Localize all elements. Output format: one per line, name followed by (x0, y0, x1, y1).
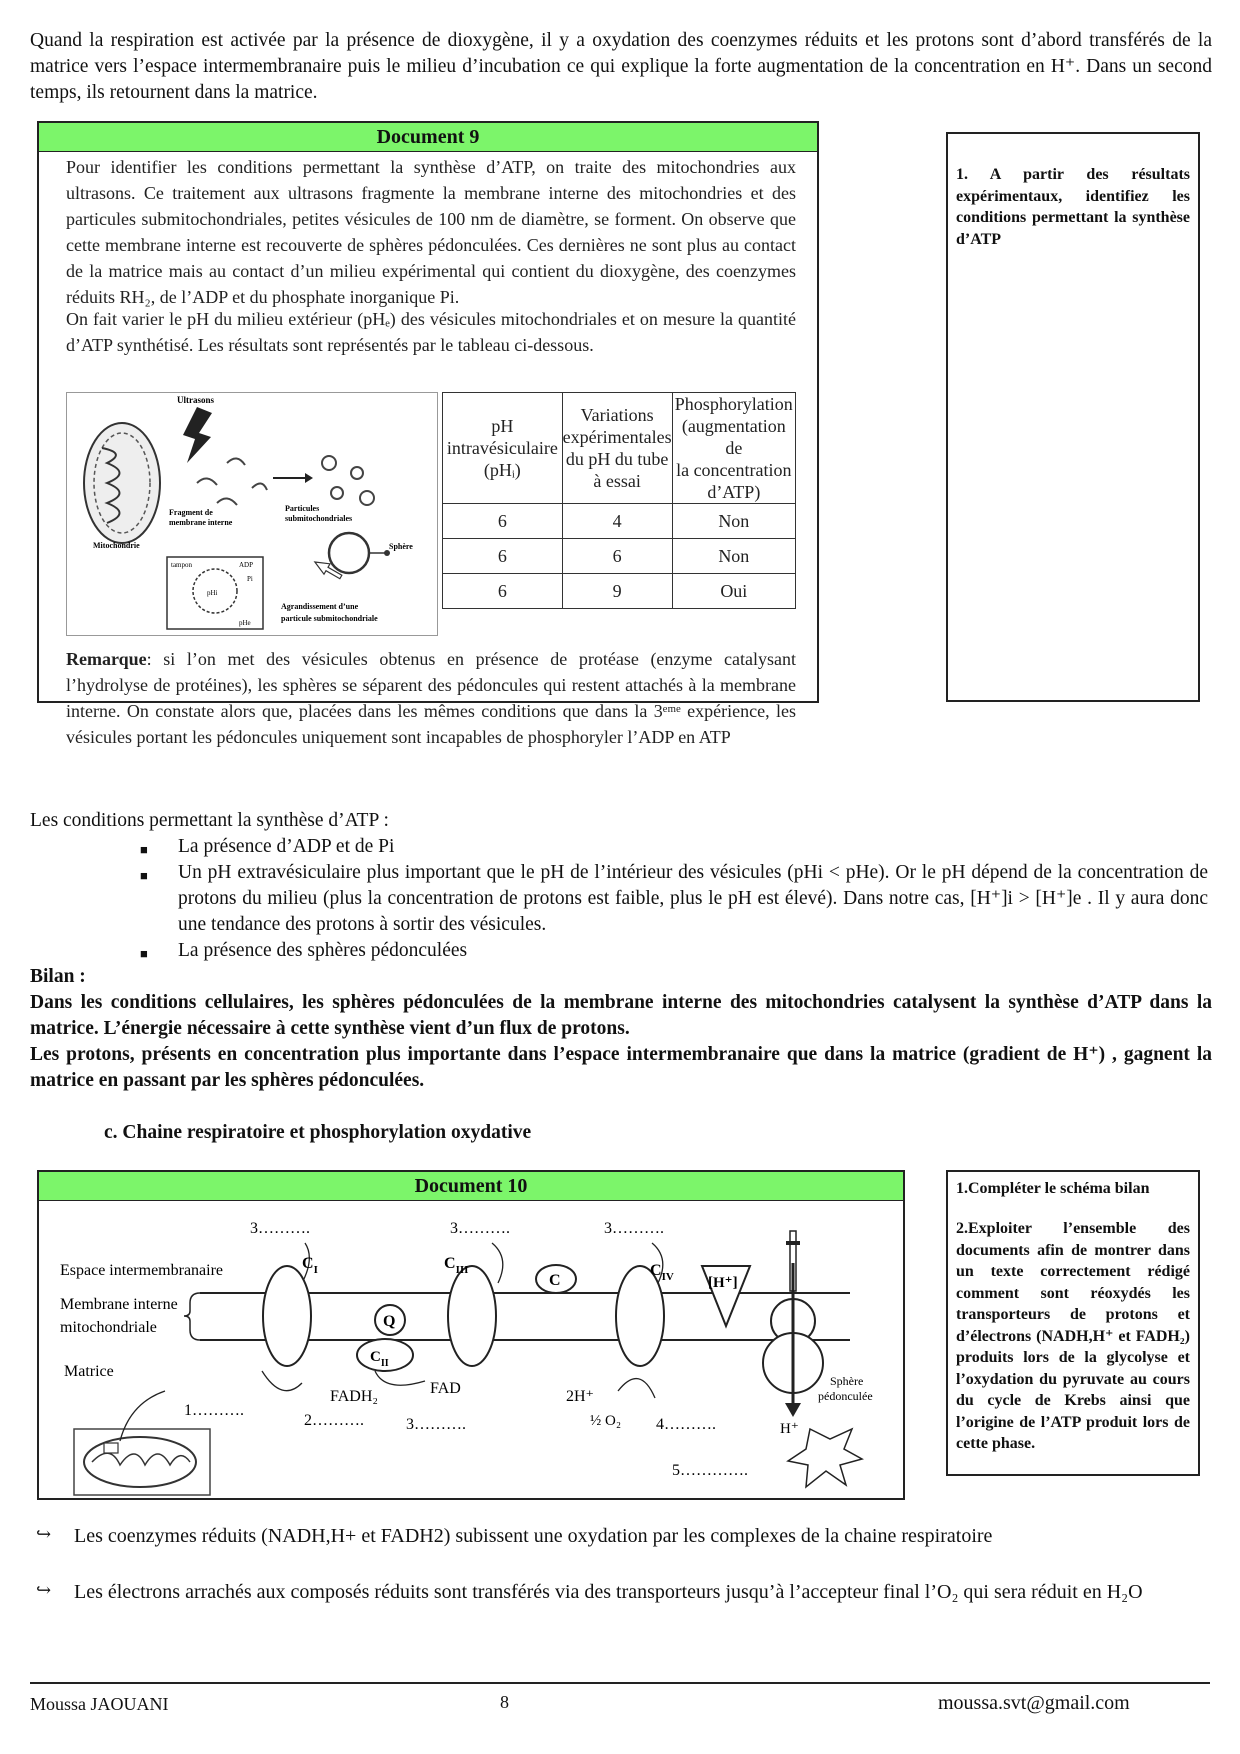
membrane-label: Membrane interne (60, 1296, 178, 1313)
particules-label: Particules (285, 504, 320, 513)
complex-iv (616, 1266, 664, 1366)
blank-1: 1………. (184, 1402, 244, 1419)
results-table (442, 392, 796, 609)
matrice-label: Matrice (64, 1363, 114, 1380)
doc9-paragraph-2: On fait varier le pH du milieu extérieur (pHₑ) des vésicules mitochondriales et on mesure la quantité d’ATP synthétisé. Les résultats sont représentés par le tableau ci-dessous. (66, 309, 796, 355)
table-header-row (443, 393, 796, 504)
svg-text:tampon: tampon (171, 561, 192, 569)
complex-ii-label: $C_{II}$ (370, 1349, 389, 1369)
header-phosphorylation: Phosphorylation (augmentation de la concentration d’ATP) (672, 393, 795, 504)
svg-text:ADP: ADP (239, 561, 254, 569)
arrow-item-2: Les électrons arrachés aux composés réduits sont transférés via des transporteurs jusqu’à l’accepteur final l’O₂ qui sera réduit en H₂O (74, 1581, 1143, 1603)
fragment-label: Fragment de (169, 508, 213, 517)
arrow-icon: ↪ (36, 1524, 52, 1544)
svg-text:pHi: pHi (207, 589, 218, 597)
atp-burst-icon (788, 1429, 862, 1487)
complex-i-label: $C_I$ (302, 1255, 318, 1276)
bullet-icon: ■ (140, 842, 148, 857)
svg-text:particule submitochondriale: particule submitochondriale (281, 614, 378, 623)
halfo2-label: ½ O₂ (590, 1413, 622, 1429)
proton-box-label: [H⁺] (708, 1275, 738, 1291)
bilan-paragraph-2: Les protons, présents en concentration plus importante dans l’espace intermembranaire que dans la matrice (gradient de H⁺) , gagnent la matrice en passant par les sphères pédonculées. (30, 1044, 1212, 1091)
doc9-remark: Remarque: si l’on met des vésicules obtenus en présence de protéase (enzyme catalysant l’hydrolyse de protéines), les sphères se séparent des pédoncules qui restent attachés à la membrane interne. On constate alors que, placées dans les mêmes conditions que dans la 3ᵉᵐᵉ expérience, les vésicules portant les pédoncules uniquement sont incapables de phosphoryler l’ADP en ATP (66, 649, 796, 747)
blank-3c: 3………. (604, 1220, 664, 1237)
blank-3b: 3………. (450, 1220, 510, 1237)
blank-3a: 3………. (250, 1220, 310, 1237)
blank-4: 4………. (656, 1416, 716, 1433)
complex-iii (448, 1266, 496, 1366)
bullet-icon: ■ (140, 868, 148, 883)
question-9-text: 1. A partir des résultats expérimentaux, identifiez les conditions permettant la synthèse d’ATP (956, 166, 1190, 248)
zoom-square-icon (104, 1443, 118, 1453)
svg-text:Pi: Pi (247, 575, 253, 583)
respiratory-chain-diagram (40, 1203, 902, 1498)
header-phi: pH intravésiculaire (pHᵢ) (443, 393, 563, 504)
svg-text:pHe: pHe (239, 619, 251, 627)
espace-label: Espace intermembranaire (60, 1262, 224, 1279)
twoh-label: 2H⁺ (566, 1388, 594, 1405)
conditions-intro: Les conditions permettant la synthèse d’ATP : (30, 810, 389, 831)
doc9-paragraph-1: Pour identifier les conditions permettant la synthèse d’ATP, on traite des mitochondries aux ultrasons. Ce traitement aux ultrasons fragmente la membrane interne des mitochondries et des particules submitochondriales, petites vésicules de 100 nm de diamètre, se forment. On observe que cette membrane interne est recouverte de sphères pédonculées. Ces dernières ne sont plus au contact de la matrice mais au contact d’un milieu expérimental qui contient du dioxygène, des coenzymes réduits RH₂, de l’ADP et du phosphate inorganique Pi. (66, 157, 796, 307)
document-9-title: Document 9 (38, 122, 818, 152)
ultrasons-label: Ultrasons (177, 395, 215, 405)
remark-label: Remarque (66, 649, 147, 669)
header-variations: Variations expérimentales du pH du tube à essai (562, 393, 672, 504)
footer-divider (30, 1682, 1210, 1684)
bilan-paragraph-1: Dans les conditions cellulaires, les sphères pédonculées de la membrane interne des mitochondries catalysent la synthèse d’ATP dans la matrice. L’énergie nécessaire à cette synthèse vient d’un flux de protons. (30, 992, 1212, 1039)
sphere-label-doc10: Sphère (830, 1374, 864, 1388)
condition-item-1: La présence d’ADP et de Pi (178, 836, 395, 857)
svg-text:membrane interne: membrane interne (169, 518, 233, 527)
fadh2-label: FADH₂ (330, 1388, 378, 1405)
svg-text:mitochondriale: mitochondriale (60, 1319, 157, 1336)
enlargement-label: Agrandissement d’une (281, 602, 359, 611)
footer-page-number: 8 (500, 1692, 509, 1712)
question-10-2: 2.Exploiter l’ensemble des documents afin de montrer dans un texte correctement rédigé comment sont réoxydés les transporteurs de protons et d’électrons (NADH,H⁺ et FADH₂) produits lors de la glycolyse et l’oxydation du pyruvate au cours du cycle de Krebs ainsi que l’origine de l’ATP produit lors de cette phase. (956, 1220, 1190, 1452)
bilan-title: Bilan : (30, 966, 86, 987)
question-10-1: 1.Compléter le schéma bilan (956, 1180, 1150, 1197)
table-row: 6 4 Non (443, 504, 796, 539)
bullet-icon: ■ (140, 946, 148, 961)
condition-item-3: La présence des sphères pédonculées (178, 940, 468, 961)
lightning-icon (183, 407, 212, 463)
mitochondria-figure-svg (67, 393, 437, 635)
mitochondria-figure (66, 392, 438, 636)
sphere-label: Sphère (389, 542, 413, 551)
arrow-icon: ↪ (36, 1580, 52, 1600)
complex-i (263, 1266, 311, 1366)
complex-iii-label: $C_{III}$ (444, 1255, 469, 1276)
document-10-title: Document 10 (38, 1171, 904, 1201)
svg-text:submitochondriales: submitochondriales (285, 514, 353, 523)
table-row: 6 9 Oui (443, 574, 796, 609)
section-c-heading: c. Chaine respiratoire et phosphorylation oxydative (104, 1122, 532, 1143)
footer-email: moussa.svt@gmail.com (938, 1692, 1130, 1714)
svg-text:C: C (549, 1272, 561, 1289)
svg-text:pédonculée: pédonculée (818, 1389, 873, 1403)
blank-3d: 3………. (406, 1416, 466, 1433)
condition-item-2: Un pH extravésiculaire plus important que le pH de l’intérieur des vésicules (pHi < pHe). Or le pH dépend de la concentration de protons du milieu (plus la concentration de protons est faible, plus le pH est élevé). Dans notre cas, [H⁺]i > [H⁺]e . Il y aura donc une tendance des protons à sortir des vésicules. (178, 862, 1208, 935)
intro-paragraph: Quand la respiration est activée par la présence de dioxygène, il y a oxydation des coenzymes réduits et les protons sont d’abord transférés de la matrice vers l’espace intermembranaire puis le milieu d’incubation ce qui explique la forte augmentation de la concentration en H⁺. Dans un second temps, ils retournent dans la matrice. (30, 30, 1212, 103)
arrow-item-1: Les coenzymes réduits (NADH,H+ et FADH2) subissent une oxydation par les complexes de la chaine respiratoire (74, 1525, 993, 1547)
complex-iv-label: $C_{IV}$ (650, 1262, 674, 1283)
svg-text:Q: Q (383, 1313, 396, 1330)
hplus-label: H⁺ (780, 1421, 799, 1437)
particle-shape (329, 533, 369, 573)
fad-label: FAD (430, 1380, 461, 1397)
mitochondrie-label: Mitochondrie (93, 541, 140, 550)
blank-5: 5…………. (672, 1462, 748, 1479)
table-row: 6 6 Non (443, 539, 796, 574)
mitochondrion-shape (84, 423, 160, 543)
footer-author: Moussa JAOUANI (30, 1694, 169, 1714)
blank-2: 2………. (304, 1412, 364, 1429)
